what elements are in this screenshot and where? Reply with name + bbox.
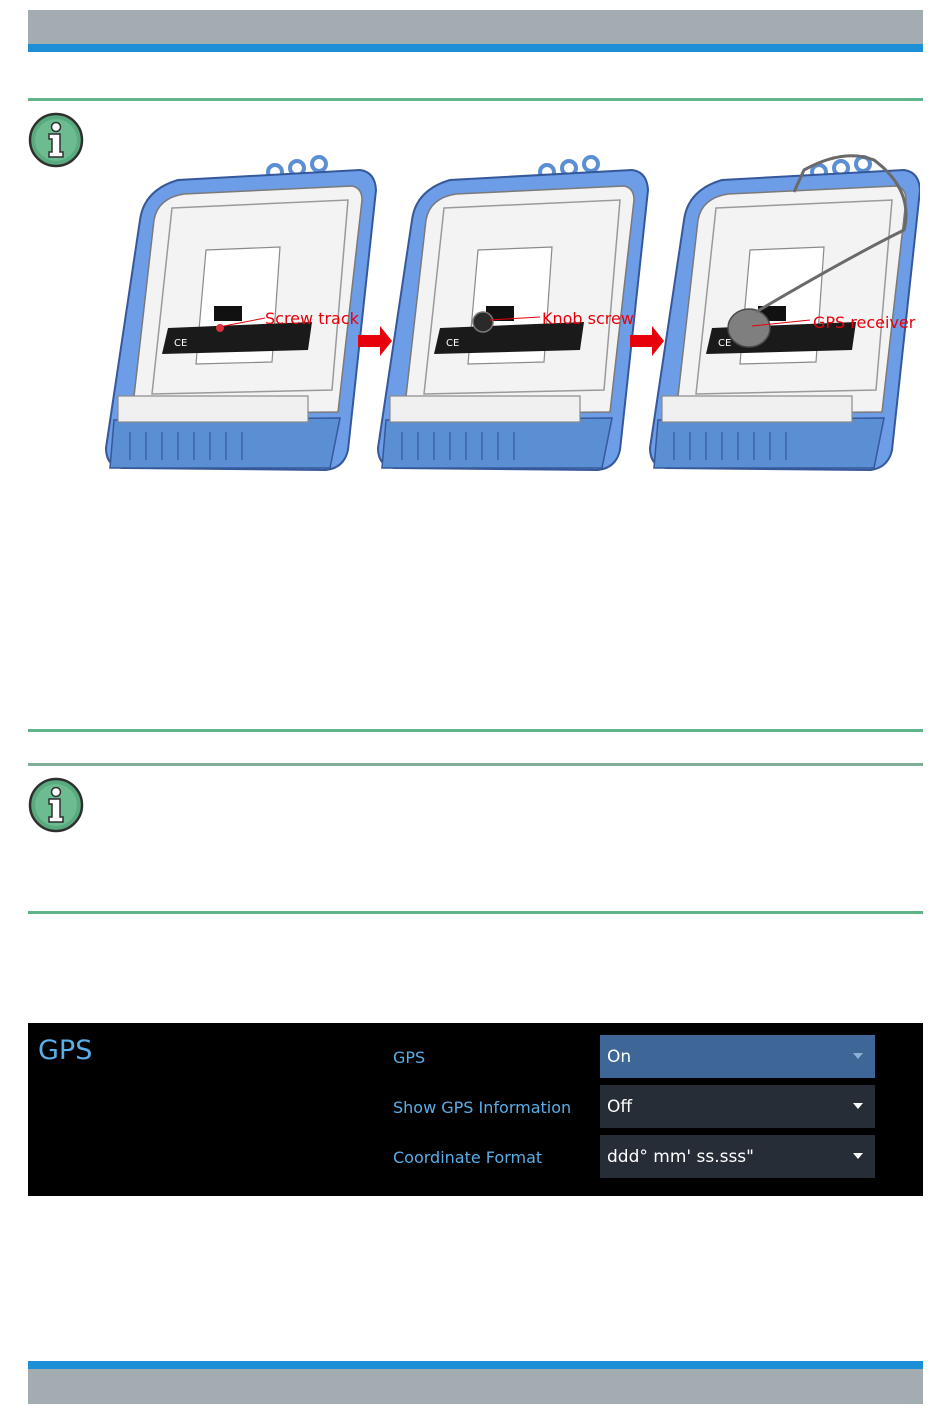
info-icon	[28, 112, 84, 168]
coordinate-format-value: ddd° mm' ss.sss"	[607, 1147, 754, 1167]
callout-gps-receiver: GPS receiver	[813, 313, 916, 332]
header-gray-bar	[28, 10, 923, 44]
callout-knob-screw: Knob screw	[542, 309, 634, 328]
show-gps-information-value: Off	[607, 1097, 633, 1117]
note-bottom-divider	[28, 729, 923, 732]
note2-top-divider	[28, 763, 923, 766]
gps-dropdown-value: On	[607, 1047, 632, 1067]
gps-panel-title: GPS	[38, 1035, 93, 1066]
chevron-down-icon	[853, 1053, 863, 1059]
gps-settings-panel	[28, 1023, 923, 1196]
coordinate-format-label: Coordinate Format	[393, 1148, 543, 1167]
chevron-down-icon	[853, 1103, 863, 1109]
note2-bottom-divider	[28, 911, 923, 914]
header-blue-bar	[28, 44, 923, 52]
callout-screw-track: Screw track	[265, 309, 359, 328]
show-gps-information-label: Show GPS Information	[393, 1098, 572, 1117]
coordinate-format-dropdown[interactable]	[600, 1135, 875, 1178]
footer-blue-bar	[28, 1361, 923, 1369]
gps-label: GPS	[393, 1048, 426, 1067]
gps-dropdown[interactable]	[600, 1035, 875, 1078]
footer-gray-bar	[28, 1369, 923, 1404]
gps-installation-figure	[100, 150, 920, 480]
info-icon	[28, 777, 84, 833]
note-top-divider	[28, 98, 923, 101]
chevron-down-icon	[853, 1153, 863, 1159]
show-gps-information-dropdown[interactable]	[600, 1085, 875, 1128]
